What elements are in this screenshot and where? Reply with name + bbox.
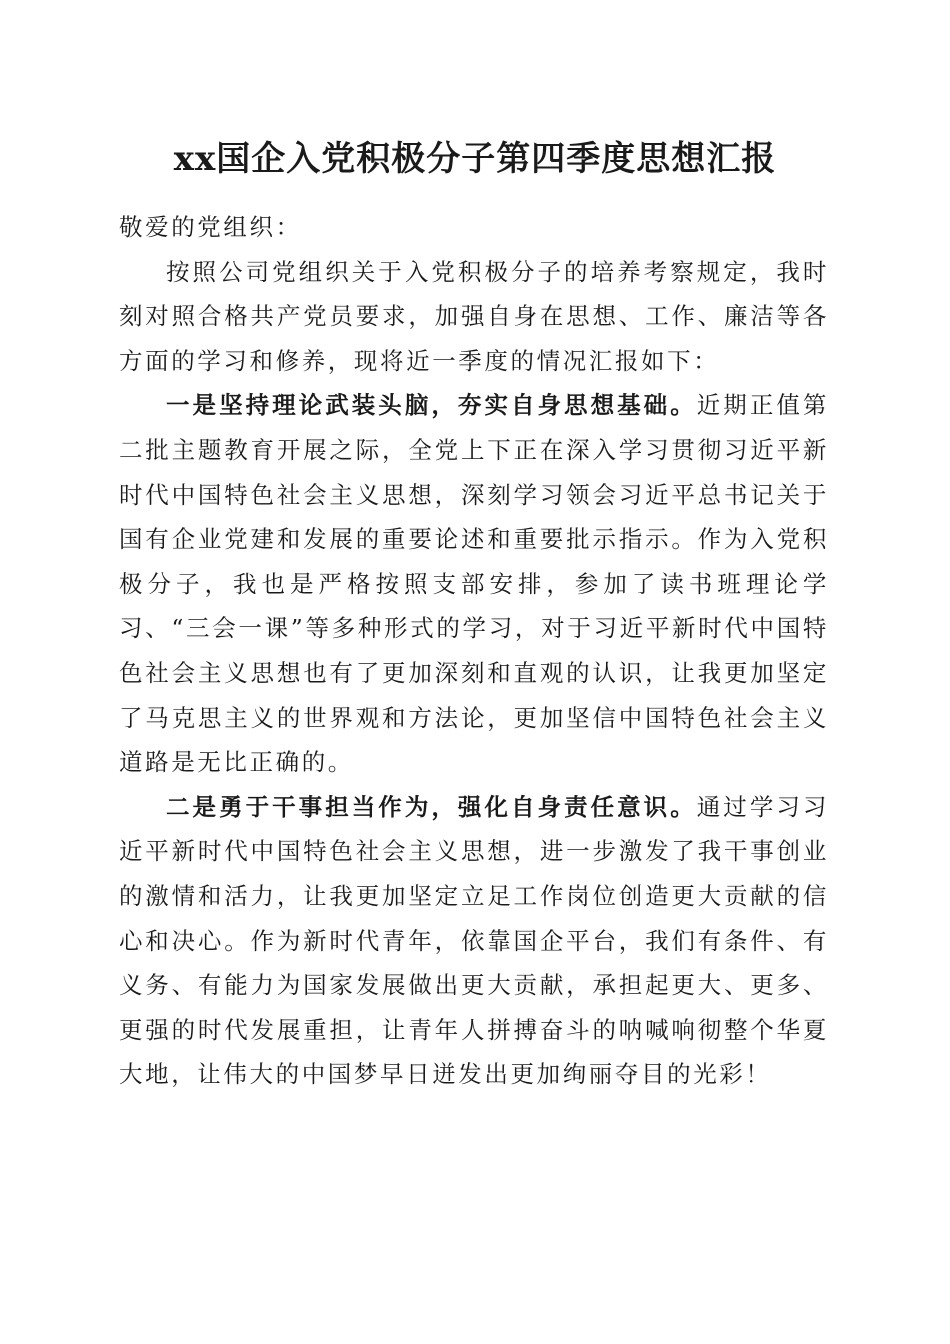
section-paragraph-1 [119, 383, 829, 784]
section-paragraph-2 [119, 785, 829, 1097]
salutation: 敬爱的党组织： [119, 213, 302, 241]
section-lead-1: 一是坚持理论武装头脑，夯实自身思想基础。 [166, 391, 697, 420]
section-body-2: 通过学习习近平新时代中国特色社会主义思想，进一步激发了我干事创业的激情和活力，让我更加坚定立足工作岗位创造更大贡献的信心和决心。作为新时代青年，依靠国企平台，我们有条件、有义务、有能力为国家发展做出更大贡献，承担起更大、更多、更强的时代发展重担，让青年人拼搏奋斗的呐喊响彻整个华夏大地，让伟大的中国梦早日迸发出更加绚丽夺目的光彩！ [119, 792, 829, 1089]
section-body-1: 近期正值第二批主题教育开展之际，全党上下正在深入学习贯彻习近平新时代中国特色社会主义思想，深刻学习领会习近平总书记关于国有企业党建和发展的重要论述和重要批示指示。作为入党积极分子，我也是严格按照支部安排，参加了读书班理论学习、“三会一课”等多种形式的学习，对于习近平新时代中国特色社会主义思想也有了更加深刻和直观的认识，让我更加坚定了马克思主义的世界观和方法论，更加坚信中国特色社会主义道路是无比正确的。 [119, 391, 829, 777]
document-body [119, 205, 829, 1097]
document-title: xx国企入党积极分子第四季度思想汇报 [173, 139, 777, 179]
section-lead-2: 二是勇于干事担当作为，强化自身责任意识。 [166, 792, 697, 821]
intro-paragraph: 按照公司党组织关于入党积极分子的培养考察规定，我时刻对照合格共产党员要求，加强自身在思想、工作、廉洁等各方面的学习和修养，现将近一季度的情况汇报如下： [119, 257, 829, 375]
